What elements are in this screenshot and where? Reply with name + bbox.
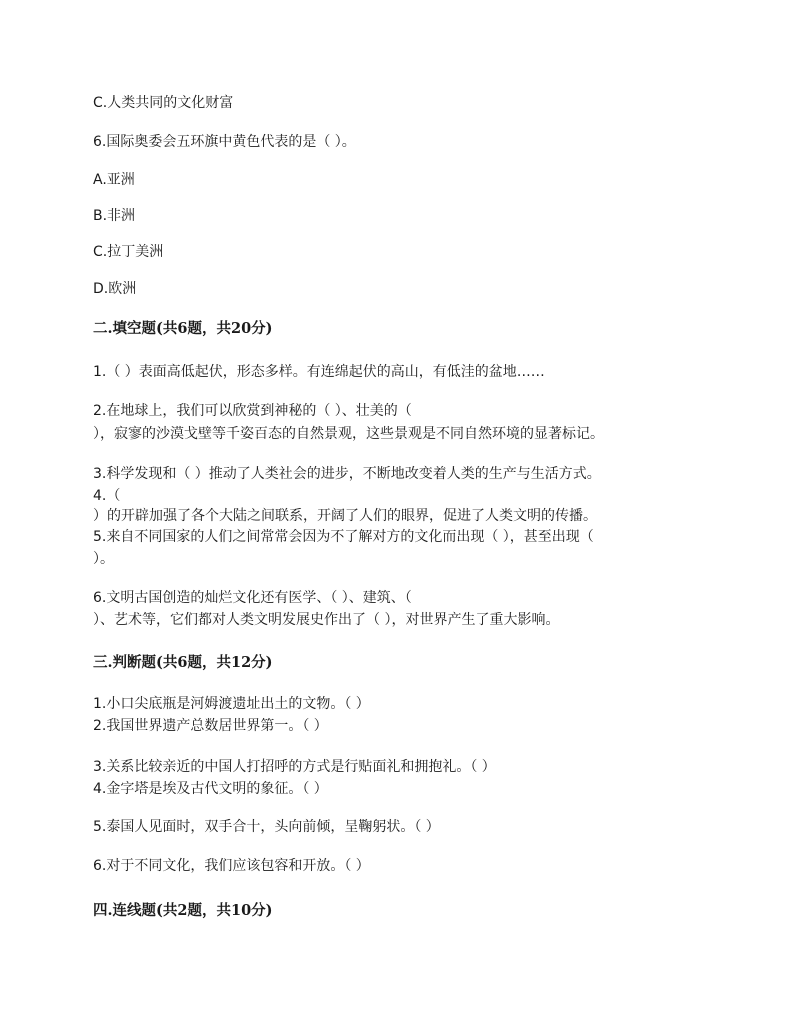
fill-q6-line2: ）、艺术等，它们都对人类文明发展史作出了（ ），对世界产生了重大影响。 bbox=[93, 612, 560, 628]
fill-q2-line1: 2.在地球上，我们可以欣赏到神秘的（ ）、壮美的（ bbox=[93, 403, 412, 419]
fill-q2-line2: ），寂寥的沙漠戈壁等千姿百态的自然景观，这些景观是不同自然环境的显著标记。 bbox=[93, 426, 604, 442]
judge-q3: 3.关系比较亲近的中国人打招呼的方式是行贴面礼和拥抱礼。（ ） bbox=[93, 759, 496, 775]
fill-q3: 3.科学发现和（ ）推动了人类社会的进步，不断地改变着人类的生产与生活方式。 bbox=[93, 466, 601, 482]
fill-q6-line1: 6.文明古国创造的灿烂文化还有医学、（ ）、建筑、（ bbox=[93, 590, 412, 606]
fill-q5-line2: ）。 bbox=[93, 551, 114, 567]
fill-q4-line2: ）的开辟加强了各个大陆之间联系，开阔了人们的眼界，促进了人类文明的传播。 bbox=[93, 508, 597, 524]
judge-q5: 5.泰国人见面时，双手合十，头向前倾，呈鞠躬状。（ ） bbox=[93, 819, 440, 835]
section-heading-true-false: 三.判断题(共6题，共12分) bbox=[93, 654, 273, 671]
fill-q1: 1.（ ）表面高低起伏，形态多样。有连绵起伏的高山，有低洼的盆地…… bbox=[93, 364, 545, 380]
q5-option-c: C.人类共同的文化财富 bbox=[93, 95, 234, 111]
judge-q4: 4.金字塔是埃及古代文明的象征。（ ） bbox=[93, 781, 328, 797]
fill-q5-line1: 5.来自不同国家的人们之间常常会因为不了解对方的文化而出现（ ），甚至出现（ bbox=[93, 529, 594, 545]
q6-stem: 6.国际奥委会五环旗中黄色代表的是（ ）。 bbox=[93, 134, 356, 150]
judge-q2: 2.我国世界遗产总数居世界第一。（ ） bbox=[93, 718, 328, 734]
q6-option-d: D.欧洲 bbox=[93, 281, 137, 297]
q6-option-a: A.亚洲 bbox=[93, 172, 135, 188]
judge-q1: 1.小口尖底瓶是河姆渡遗址出土的文物。（ ） bbox=[93, 696, 370, 712]
q6-option-c: C.拉丁美洲 bbox=[93, 244, 164, 260]
q6-option-b: B.非洲 bbox=[93, 208, 136, 224]
section-heading-matching: 四.连线题(共2题，共10分) bbox=[93, 902, 273, 919]
judge-q6: 6.对于不同文化，我们应该包容和开放。（ ） bbox=[93, 858, 370, 874]
fill-q4-line1: 4.（ bbox=[93, 488, 121, 504]
section-heading-fill-blank: 二.填空题(共6题，共20分) bbox=[93, 320, 273, 337]
